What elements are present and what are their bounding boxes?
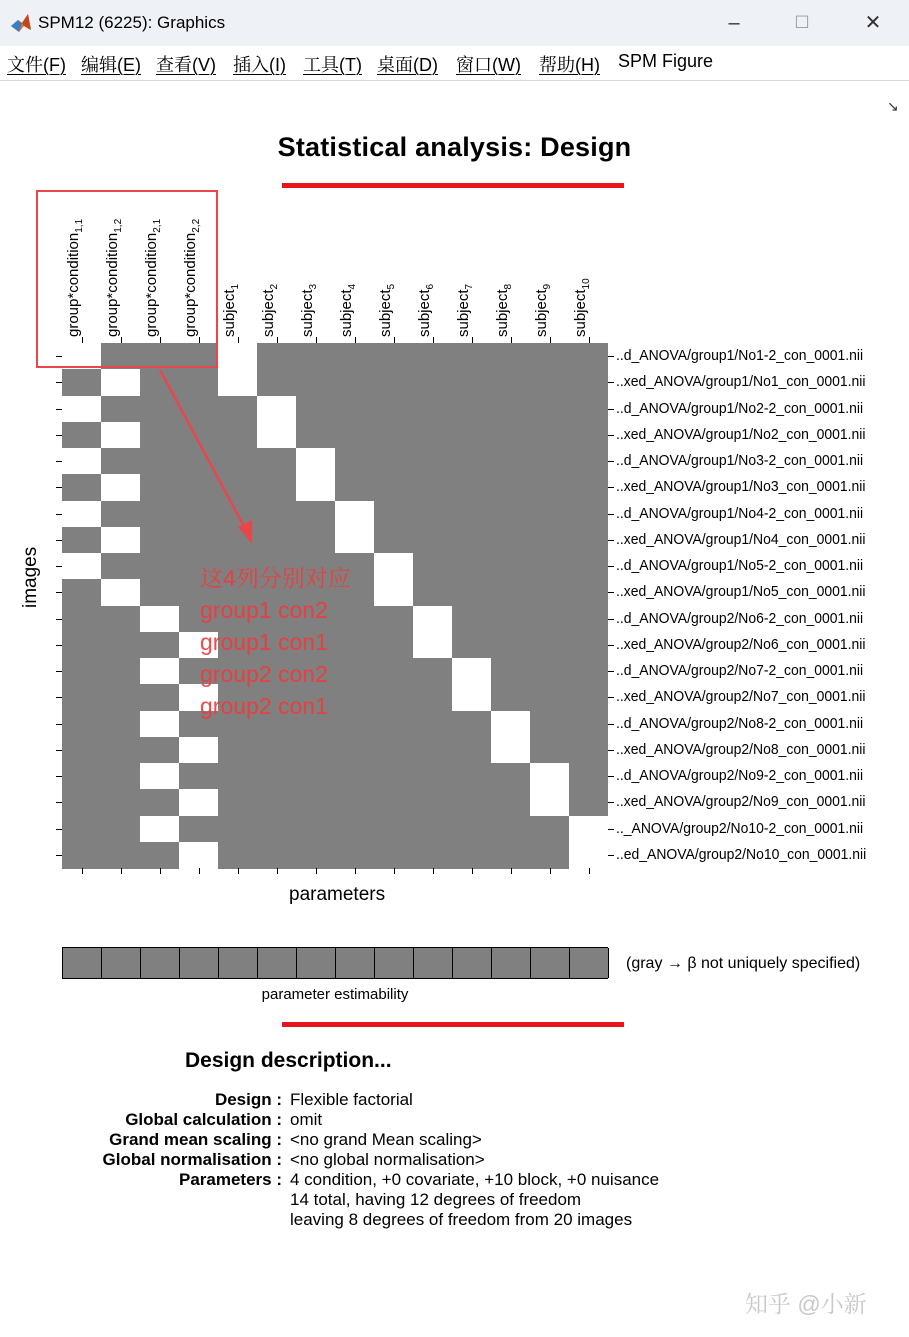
column-label-subscript: 9 xyxy=(541,283,553,290)
dock-arrow-icon[interactable]: ↘ xyxy=(887,98,899,114)
column-label-base: subject xyxy=(571,289,589,337)
column-label-base: subject xyxy=(415,289,433,337)
description-heading: Design description... xyxy=(185,1049,392,1072)
column-label-subscript: 2,1 xyxy=(151,218,163,233)
column-label-base: subject xyxy=(298,289,316,337)
column-label-subscript: 10 xyxy=(580,278,592,290)
row-label: ..xed_ANOVA/group1/No2_con_0001.nii xyxy=(616,425,866,443)
description-key: Global calculation : xyxy=(125,1110,282,1129)
annotation-line: group1 con1 xyxy=(200,629,328,655)
column-label-base: group*condition xyxy=(142,232,160,337)
column-label-subscript: 4 xyxy=(346,283,358,290)
column-label-subscript: 3 xyxy=(307,283,319,290)
column-label-base: subject xyxy=(337,289,355,337)
row-label: ..d_ANOVA/group1/No2-2_con_0001.nii xyxy=(616,399,864,417)
row-label: ..d_ANOVA/group1/No5-2_con_0001.nii xyxy=(616,557,864,574)
menu-view[interactable]: 查看(V) xyxy=(156,55,216,75)
menu-window[interactable]: 窗口(W) xyxy=(456,55,521,75)
menu-insert[interactable]: 插入(I) xyxy=(233,55,286,75)
description-value: 14 total, having 12 degrees of freedom xyxy=(290,1190,582,1209)
column-label-subscript: 7 xyxy=(463,283,475,290)
column-label-base: subject xyxy=(532,289,550,337)
column-label-subscript: 6 xyxy=(424,283,436,290)
column-label-subscript: 2,2 xyxy=(190,218,202,233)
row-label: ..d_ANOVA/group2/No8-2_con_0001.nii xyxy=(616,714,864,732)
column-label-subscript: 2 xyxy=(268,283,280,290)
column-label-subscript: 1 xyxy=(229,283,241,290)
column-label-base: subject xyxy=(376,289,394,337)
description-value: omit xyxy=(290,1110,323,1129)
annotation-line: 这4列分别对应 xyxy=(200,565,351,591)
column-label-base: group*condition xyxy=(181,232,199,337)
column-label-subscript: 1,2 xyxy=(112,218,124,233)
column-label-base: subject xyxy=(220,289,238,337)
y-axis-label: images xyxy=(20,546,41,608)
row-label: ..xed_ANOVA/group1/No3_con_0001.nii xyxy=(616,478,866,496)
row-label: ..d_ANOVA/group1/No1-2_con_0001.nii xyxy=(616,347,864,364)
annotation-text xyxy=(200,562,351,722)
annotation-line: group2 con1 xyxy=(200,693,328,719)
description-value: <no global normalisation> xyxy=(290,1150,485,1169)
row-label: .._ANOVA/group2/No10-2_con_0001.nii xyxy=(616,819,864,837)
close-button[interactable]: ✕ xyxy=(864,12,882,34)
description-key: Grand mean scaling : xyxy=(109,1130,282,1149)
row-label: ..xed_ANOVA/group2/No9_con_0001.nii xyxy=(616,793,866,811)
description-key: Design : xyxy=(214,1090,282,1109)
row-label: ..xed_ANOVA/group1/No1_con_0001.nii xyxy=(616,373,866,391)
watermark: 知乎 @小新 xyxy=(745,1291,867,1317)
estimability-note: (gray → β not uniquely specified) xyxy=(626,955,861,972)
description-key: Parameters : xyxy=(178,1170,282,1189)
row-label: ..d_ANOVA/group1/No3-2_con_0001.nii xyxy=(616,452,864,469)
estimability-label: parameter estimability xyxy=(261,986,409,1003)
row-label: ..d_ANOVA/group1/No4-2_con_0001.nii xyxy=(616,504,864,522)
window-title: SPM12 (6225): Graphics xyxy=(38,13,226,32)
row-label: ..d_ANOVA/group2/No9-2_con_0001.nii xyxy=(616,767,864,784)
description-value: <no grand Mean scaling> xyxy=(290,1130,482,1149)
menu-edit[interactable]: 编辑(E) xyxy=(81,55,141,75)
description-key: Global normalisation : xyxy=(102,1150,282,1169)
row-label: ..d_ANOVA/group2/No6-2_con_0001.nii xyxy=(616,609,864,627)
row-label: ..d_ANOVA/group2/No7-2_con_0001.nii xyxy=(616,662,864,679)
x-axis-label: parameters xyxy=(289,884,386,905)
column-label-subscript: 1,1 xyxy=(73,218,85,233)
description-value: 4 condition, +0 covariate, +10 block, +0 nuisance xyxy=(290,1170,660,1189)
column-label-subscript: 8 xyxy=(502,283,514,290)
annotation-line: group1 con2 xyxy=(200,597,328,623)
menu-file[interactable]: 文件(F) xyxy=(7,55,66,75)
figure-title: Statistical analysis: Design xyxy=(277,132,632,162)
menu-help[interactable]: 帮助(H) xyxy=(539,55,600,75)
row-label: ..xed_ANOVA/group1/No5_con_0001.nii xyxy=(616,583,866,601)
column-label-base: group*condition xyxy=(103,232,121,337)
row-label: ..xed_ANOVA/group2/No6_con_0001.nii xyxy=(616,635,866,653)
row-label: ..xed_ANOVA/group2/No7_con_0001.nii xyxy=(616,688,866,706)
description-value: Flexible factorial xyxy=(290,1090,413,1109)
maximize-button[interactable]: ☐ xyxy=(794,13,810,32)
menu-spm-figure[interactable]: SPM Figure xyxy=(618,51,714,71)
menu-desktop[interactable]: 桌面(D) xyxy=(377,55,438,75)
menu-tools[interactable]: 工具(T) xyxy=(303,55,362,75)
description-value: leaving 8 degrees of freedom from 20 images xyxy=(290,1210,633,1229)
column-label-base: group*condition xyxy=(64,232,82,337)
row-label: ..xed_ANOVA/group2/No8_con_0001.nii xyxy=(616,740,866,758)
minimize-button[interactable]: – xyxy=(728,12,740,34)
column-label-base: subject xyxy=(454,289,472,337)
column-label-base: subject xyxy=(259,289,277,337)
column-label-subscript: 5 xyxy=(385,283,397,290)
row-label: ..ed_ANOVA/group2/No10_con_0001.nii xyxy=(616,845,867,863)
annotation-line: group2 con2 xyxy=(200,661,328,687)
row-label: ..xed_ANOVA/group1/No4_con_0001.nii xyxy=(616,530,866,548)
column-label-base: subject xyxy=(493,289,511,337)
